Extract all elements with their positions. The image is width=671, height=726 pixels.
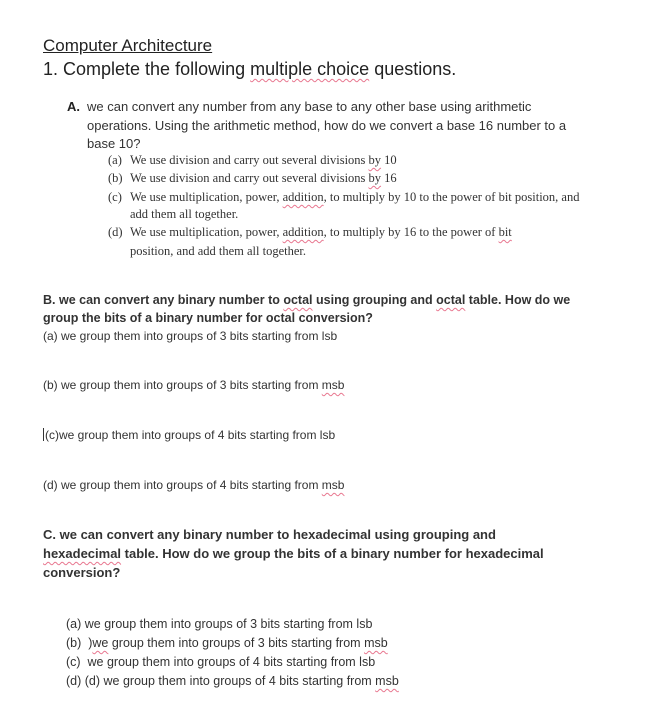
- spellcheck-mark[interactable]: multiple choice: [250, 59, 370, 79]
- section-a-option-c-cont: add them all together.: [130, 207, 239, 221]
- spellcheck-mark[interactable]: addition: [282, 190, 324, 204]
- section-a-label: A.: [67, 99, 80, 114]
- section-a-option-b: We use division and carry out several divisions by 16: [130, 171, 397, 185]
- spellcheck-mark[interactable]: msb: [321, 478, 345, 492]
- section-b-option-d: (d) we group them into groups of 4 bits starting from msb: [43, 478, 345, 492]
- spellcheck-mark[interactable]: by: [368, 153, 382, 167]
- section-a-option-a: We use division and carry out several divisions by 10: [130, 153, 397, 167]
- section-a-option-d-cont: position, and add them all together.: [130, 244, 307, 258]
- spellcheck-mark[interactable]: addition: [282, 225, 324, 239]
- section-c-question-line: C. we can convert any binary number to hexadecimal using grouping and: [43, 527, 496, 542]
- section-c-question-line: conversion?: [43, 565, 121, 580]
- doc-title: Computer Architecture: [43, 36, 213, 55]
- section-a-question-line: we can convert any number from any base to any other base using arithmetic: [87, 99, 532, 114]
- section-c-option-a: (a) we group them into groups of 3 bits starting from lsb: [66, 617, 373, 631]
- option-letter: (c): [108, 190, 122, 204]
- spellcheck-mark[interactable]: msb: [375, 674, 399, 688]
- option-letter: (b): [108, 171, 123, 185]
- spellcheck-mark[interactable]: by: [368, 171, 382, 185]
- spellcheck-mark[interactable]: octal: [283, 293, 313, 307]
- spellcheck-mark[interactable]: msb: [321, 378, 345, 392]
- spellcheck-mark[interactable]: we: [92, 636, 109, 650]
- option-letter: (d): [108, 225, 123, 239]
- section-b-option-a: (a) we group them into groups of 3 bits starting from lsb: [43, 329, 338, 343]
- section-b-option-c: (c)we group them into groups of 4 bits starting from lsb: [45, 428, 336, 442]
- section-b-option-b: (b) we group them into groups of 3 bits starting from msb: [43, 378, 345, 392]
- spellcheck-mark[interactable]: octal: [436, 293, 466, 307]
- section-c-option-c: (c) we group them into groups of 4 bits starting from lsb: [66, 655, 376, 669]
- text-cursor: [43, 428, 44, 441]
- section-a-question-line: operations. Using the arithmetic method, how do we convert a base 16 number to a: [87, 118, 567, 133]
- section-c-option-b: (b) )we group them into groups of 3 bits starting from msb: [66, 636, 388, 650]
- spellcheck-mark[interactable]: hexadecimal: [43, 546, 122, 561]
- section-a-option-d: We use multiplication, power, addition, to multiply by 16 to the power of bit: [130, 225, 512, 239]
- spellcheck-mark[interactable]: bit: [498, 225, 512, 239]
- section-a-question-line: base 10?: [87, 136, 141, 151]
- option-letter: (a): [108, 153, 122, 167]
- section-b-question-line: group the bits of a binary number for octal conversion?: [43, 311, 373, 325]
- section-c-question-line: hexadecimal table. How do we group the bits of a binary number for hexadecimal: [43, 546, 544, 561]
- section-b-question-line: B. we can convert any binary number to octal using grouping and octal table. How do we: [43, 293, 571, 307]
- section-a-option-c: We use multiplication, power, addition, to multiply by 10 to the power of bit position, and: [130, 190, 580, 204]
- question-1-heading: 1. Complete the following multiple choice questions.: [43, 59, 457, 79]
- section-c-option-d: (d) (d) we group them into groups of 4 bits starting from msb: [66, 674, 399, 688]
- spellcheck-mark[interactable]: msb: [364, 636, 388, 650]
